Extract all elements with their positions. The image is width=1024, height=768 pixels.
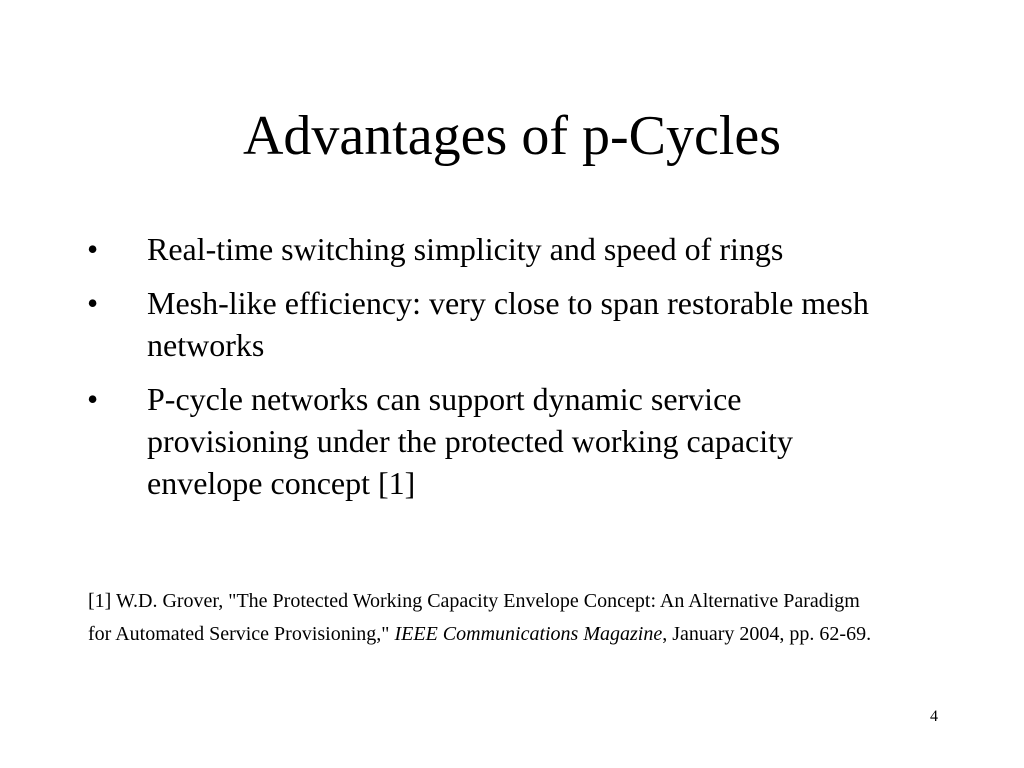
page-number: 4: [930, 708, 938, 725]
bullet-list: [87, 228, 907, 516]
bullet-item: [87, 228, 907, 270]
bullet-marker: •: [87, 231, 99, 267]
reference-tail: , January 2004, pp. 62-69.: [662, 623, 872, 645]
reference-lead: [1] W.D. Grover, "The Protected Working Capacity Envelope Concept: An Alternative Paradigm for Automated Service Provisioning,": [88, 590, 860, 645]
slide-title: Advantages of p-Cycles: [242, 105, 782, 167]
reference-citation: [88, 585, 888, 651]
bullet-text: P-cycle networks can support dynamic service provisioning under the protected working capacity envelope concept [1]: [147, 381, 794, 501]
bullet-item: [87, 282, 907, 366]
reference-journal: IEEE Communications Magazine: [394, 623, 663, 645]
bullet-marker: •: [87, 285, 99, 321]
bullet-text: Real-time switching simplicity and speed of rings: [147, 231, 784, 267]
bullet-text: Mesh-like efficiency: very close to span restorable mesh networks: [147, 285, 869, 363]
bullet-item: [87, 378, 907, 504]
bullet-marker: •: [87, 381, 99, 417]
